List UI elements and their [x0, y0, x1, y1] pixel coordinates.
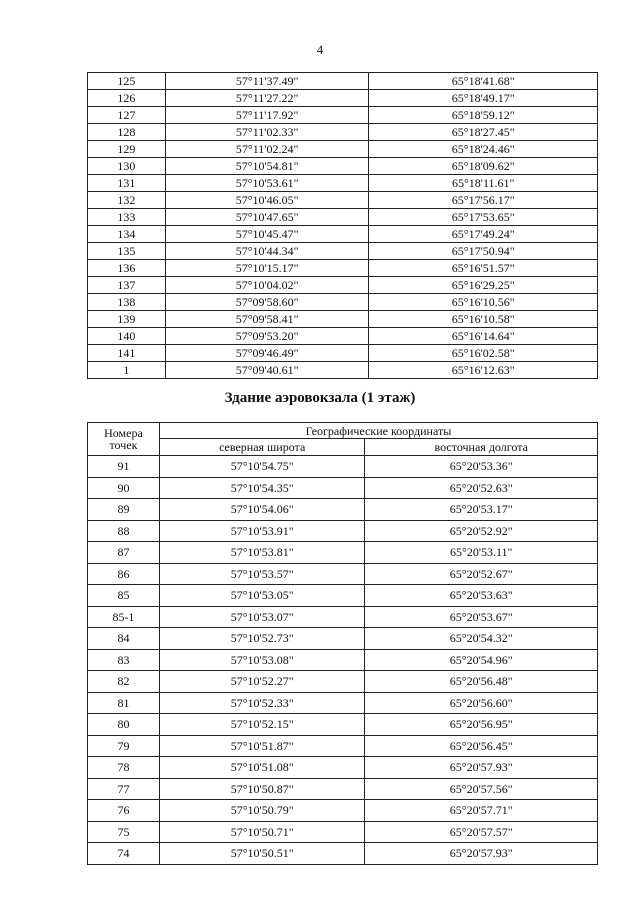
- header-points: [88, 423, 160, 456]
- longitude-cell: 65°20'52.63": [365, 477, 598, 499]
- longitude-cell: 65°20'57.93": [365, 843, 598, 865]
- point-number-cell: 139: [88, 311, 166, 328]
- latitude-cell: 57°11'37.49": [165, 73, 369, 90]
- latitude-cell: 57°10'51.08": [159, 757, 365, 779]
- table-row: [88, 520, 598, 542]
- table-row: [88, 90, 598, 107]
- header-points-line2: точек: [109, 438, 138, 452]
- longitude-cell: 65°20'54.96": [365, 649, 598, 671]
- latitude-cell: 57°10'52.33": [159, 692, 365, 714]
- point-number-cell: 85: [88, 585, 160, 607]
- longitude-cell: 65°20'57.93": [365, 757, 598, 779]
- point-number-cell: 81: [88, 692, 160, 714]
- latitude-cell: 57°10'53.07": [159, 606, 365, 628]
- table-row: [88, 294, 598, 311]
- section-heading: Здание аэровокзала (1 этаж): [224, 390, 416, 406]
- table-row: [88, 141, 598, 158]
- point-number-cell: 79: [88, 735, 160, 757]
- longitude-cell: 65°17'53.65": [369, 209, 598, 226]
- point-number-cell: 130: [88, 158, 166, 175]
- longitude-cell: 65°20'53.17": [365, 499, 598, 521]
- latitude-cell: 57°10'50.79": [159, 800, 365, 822]
- point-number-cell: 1: [88, 362, 166, 379]
- point-number-cell: 82: [88, 671, 160, 693]
- point-number-cell: 125: [88, 73, 166, 90]
- latitude-cell: 57°10'54.06": [159, 499, 365, 521]
- point-number-cell: 137: [88, 277, 166, 294]
- latitude-cell: 57°09'53.20": [165, 328, 369, 345]
- header-longitude: восточная долгота: [365, 439, 598, 456]
- table-row: [88, 328, 598, 345]
- table-row: [88, 606, 598, 628]
- longitude-cell: 65°17'49.24": [369, 226, 598, 243]
- longitude-cell: 65°20'56.45": [365, 735, 598, 757]
- latitude-cell: 57°09'58.60": [165, 294, 369, 311]
- latitude-cell: 57°11'02.24": [165, 141, 369, 158]
- latitude-cell: 57°10'52.27": [159, 671, 365, 693]
- table-row: [88, 499, 598, 521]
- longitude-cell: 65°16'51.57": [369, 260, 598, 277]
- longitude-cell: 65°20'57.57": [365, 821, 598, 843]
- latitude-cell: 57°10'53.91": [159, 520, 365, 542]
- header-latitude: северная широта: [159, 439, 365, 456]
- longitude-cell: 65°18'27.45": [369, 124, 598, 141]
- coordinates-table-continued: [87, 72, 598, 379]
- longitude-cell: 65°16'29.25": [369, 277, 598, 294]
- point-number-cell: 127: [88, 107, 166, 124]
- table-row: [88, 362, 598, 379]
- latitude-cell: 57°10'54.81": [165, 158, 369, 175]
- point-number-cell: 91: [88, 456, 160, 478]
- table-row: [88, 778, 598, 800]
- point-number-cell: 78: [88, 757, 160, 779]
- header-points-line1: Номера: [104, 426, 143, 440]
- table-row: [88, 800, 598, 822]
- table-row: [88, 477, 598, 499]
- latitude-cell: 57°10'54.35": [159, 477, 365, 499]
- latitude-cell: 57°10'04.02": [165, 277, 369, 294]
- table-row: [88, 73, 598, 90]
- point-number-cell: 77: [88, 778, 160, 800]
- point-number-cell: 75: [88, 821, 160, 843]
- latitude-cell: 57°09'40.61": [165, 362, 369, 379]
- latitude-cell: 57°11'02.33": [165, 124, 369, 141]
- longitude-cell: 65°20'53.67": [365, 606, 598, 628]
- table-row: [88, 628, 598, 650]
- point-number-cell: 128: [88, 124, 166, 141]
- table-row: [88, 649, 598, 671]
- point-number-cell: 138: [88, 294, 166, 311]
- table-row: [88, 107, 598, 124]
- longitude-cell: 65°18'41.68": [369, 73, 598, 90]
- latitude-cell: 57°11'27.22": [165, 90, 369, 107]
- table-row: [88, 563, 598, 585]
- point-number-cell: 89: [88, 499, 160, 521]
- table-row: [88, 226, 598, 243]
- longitude-cell: 65°20'53.36": [365, 456, 598, 478]
- latitude-cell: 57°09'46.49": [165, 345, 369, 362]
- table-row: [88, 692, 598, 714]
- latitude-cell: 57°10'50.71": [159, 821, 365, 843]
- table-subheader-row: [88, 439, 598, 456]
- longitude-cell: 65°20'56.48": [365, 671, 598, 693]
- point-number-cell: 133: [88, 209, 166, 226]
- point-number-cell: 80: [88, 714, 160, 736]
- longitude-cell: 65°16'14.64": [369, 328, 598, 345]
- point-number-cell: 136: [88, 260, 166, 277]
- table-row: [88, 843, 598, 865]
- longitude-cell: 65°17'50.94": [369, 243, 598, 260]
- point-number-cell: 90: [88, 477, 160, 499]
- table-row: [88, 585, 598, 607]
- table-row: [88, 345, 598, 362]
- table-row: [88, 542, 598, 564]
- table-row: [88, 175, 598, 192]
- point-number-cell: 74: [88, 843, 160, 865]
- latitude-cell: 57°10'45.47": [165, 226, 369, 243]
- point-number-cell: 134: [88, 226, 166, 243]
- longitude-cell: 65°16'10.58": [369, 311, 598, 328]
- latitude-cell: 57°10'50.51": [159, 843, 365, 865]
- latitude-cell: 57°10'44.34": [165, 243, 369, 260]
- point-number-cell: 129: [88, 141, 166, 158]
- point-number-cell: 85-1: [88, 606, 160, 628]
- table-row: [88, 209, 598, 226]
- latitude-cell: 57°10'46.05": [165, 192, 369, 209]
- latitude-cell: 57°10'52.73": [159, 628, 365, 650]
- longitude-cell: 65°20'57.56": [365, 778, 598, 800]
- longitude-cell: 65°20'53.11": [365, 542, 598, 564]
- latitude-cell: 57°10'53.57": [159, 563, 365, 585]
- table-row: [88, 192, 598, 209]
- table-row: [88, 277, 598, 294]
- longitude-cell: 65°16'12.63": [369, 362, 598, 379]
- point-number-cell: 126: [88, 90, 166, 107]
- longitude-cell: 65°18'49.17": [369, 90, 598, 107]
- point-number-cell: 135: [88, 243, 166, 260]
- latitude-cell: 57°10'53.05": [159, 585, 365, 607]
- latitude-cell: 57°10'53.81": [159, 542, 365, 564]
- point-number-cell: 76: [88, 800, 160, 822]
- longitude-cell: 65°20'56.60": [365, 692, 598, 714]
- longitude-cell: 65°20'56.95": [365, 714, 598, 736]
- point-number-cell: 141: [88, 345, 166, 362]
- latitude-cell: 57°09'58.41": [165, 311, 369, 328]
- terminal-building-coordinates-table: [87, 422, 598, 865]
- point-number-cell: 86: [88, 563, 160, 585]
- table-row: [88, 821, 598, 843]
- point-number-cell: 132: [88, 192, 166, 209]
- table-row: [88, 456, 598, 478]
- table-header-row: [88, 423, 598, 439]
- table-row: [88, 714, 598, 736]
- table-row: [88, 735, 598, 757]
- point-number-cell: 88: [88, 520, 160, 542]
- latitude-cell: 57°10'47.65": [165, 209, 369, 226]
- point-number-cell: 140: [88, 328, 166, 345]
- longitude-cell: 65°16'02.58": [369, 345, 598, 362]
- table-row: [88, 757, 598, 779]
- longitude-cell: 65°18'09.62": [369, 158, 598, 175]
- longitude-cell: 65°20'52.92": [365, 520, 598, 542]
- latitude-cell: 57°10'54.75": [159, 456, 365, 478]
- latitude-cell: 57°10'51.87": [159, 735, 365, 757]
- longitude-cell: 65°17'56.17": [369, 192, 598, 209]
- table-row: [88, 260, 598, 277]
- table-row: [88, 158, 598, 175]
- page-number: 4: [316, 42, 324, 57]
- point-number-cell: 131: [88, 175, 166, 192]
- header-geo-coordinates: Географические координаты: [159, 423, 597, 439]
- latitude-cell: 57°10'53.61": [165, 175, 369, 192]
- table-row: [88, 243, 598, 260]
- latitude-cell: 57°11'17.92": [165, 107, 369, 124]
- longitude-cell: 65°20'57.71": [365, 800, 598, 822]
- longitude-cell: 65°18'11.61": [369, 175, 598, 192]
- latitude-cell: 57°10'52.15": [159, 714, 365, 736]
- longitude-cell: 65°20'52.67": [365, 563, 598, 585]
- table-row: [88, 124, 598, 141]
- longitude-cell: 65°18'59.12": [369, 107, 598, 124]
- table-row: [88, 671, 598, 693]
- longitude-cell: 65°20'53.63": [365, 585, 598, 607]
- latitude-cell: 57°10'53.08": [159, 649, 365, 671]
- point-number-cell: 84: [88, 628, 160, 650]
- point-number-cell: 87: [88, 542, 160, 564]
- longitude-cell: 65°18'24.46": [369, 141, 598, 158]
- latitude-cell: 57°10'15.17": [165, 260, 369, 277]
- longitude-cell: 65°16'10.56": [369, 294, 598, 311]
- point-number-cell: 83: [88, 649, 160, 671]
- table-row: [88, 311, 598, 328]
- longitude-cell: 65°20'54.32": [365, 628, 598, 650]
- latitude-cell: 57°10'50.87": [159, 778, 365, 800]
